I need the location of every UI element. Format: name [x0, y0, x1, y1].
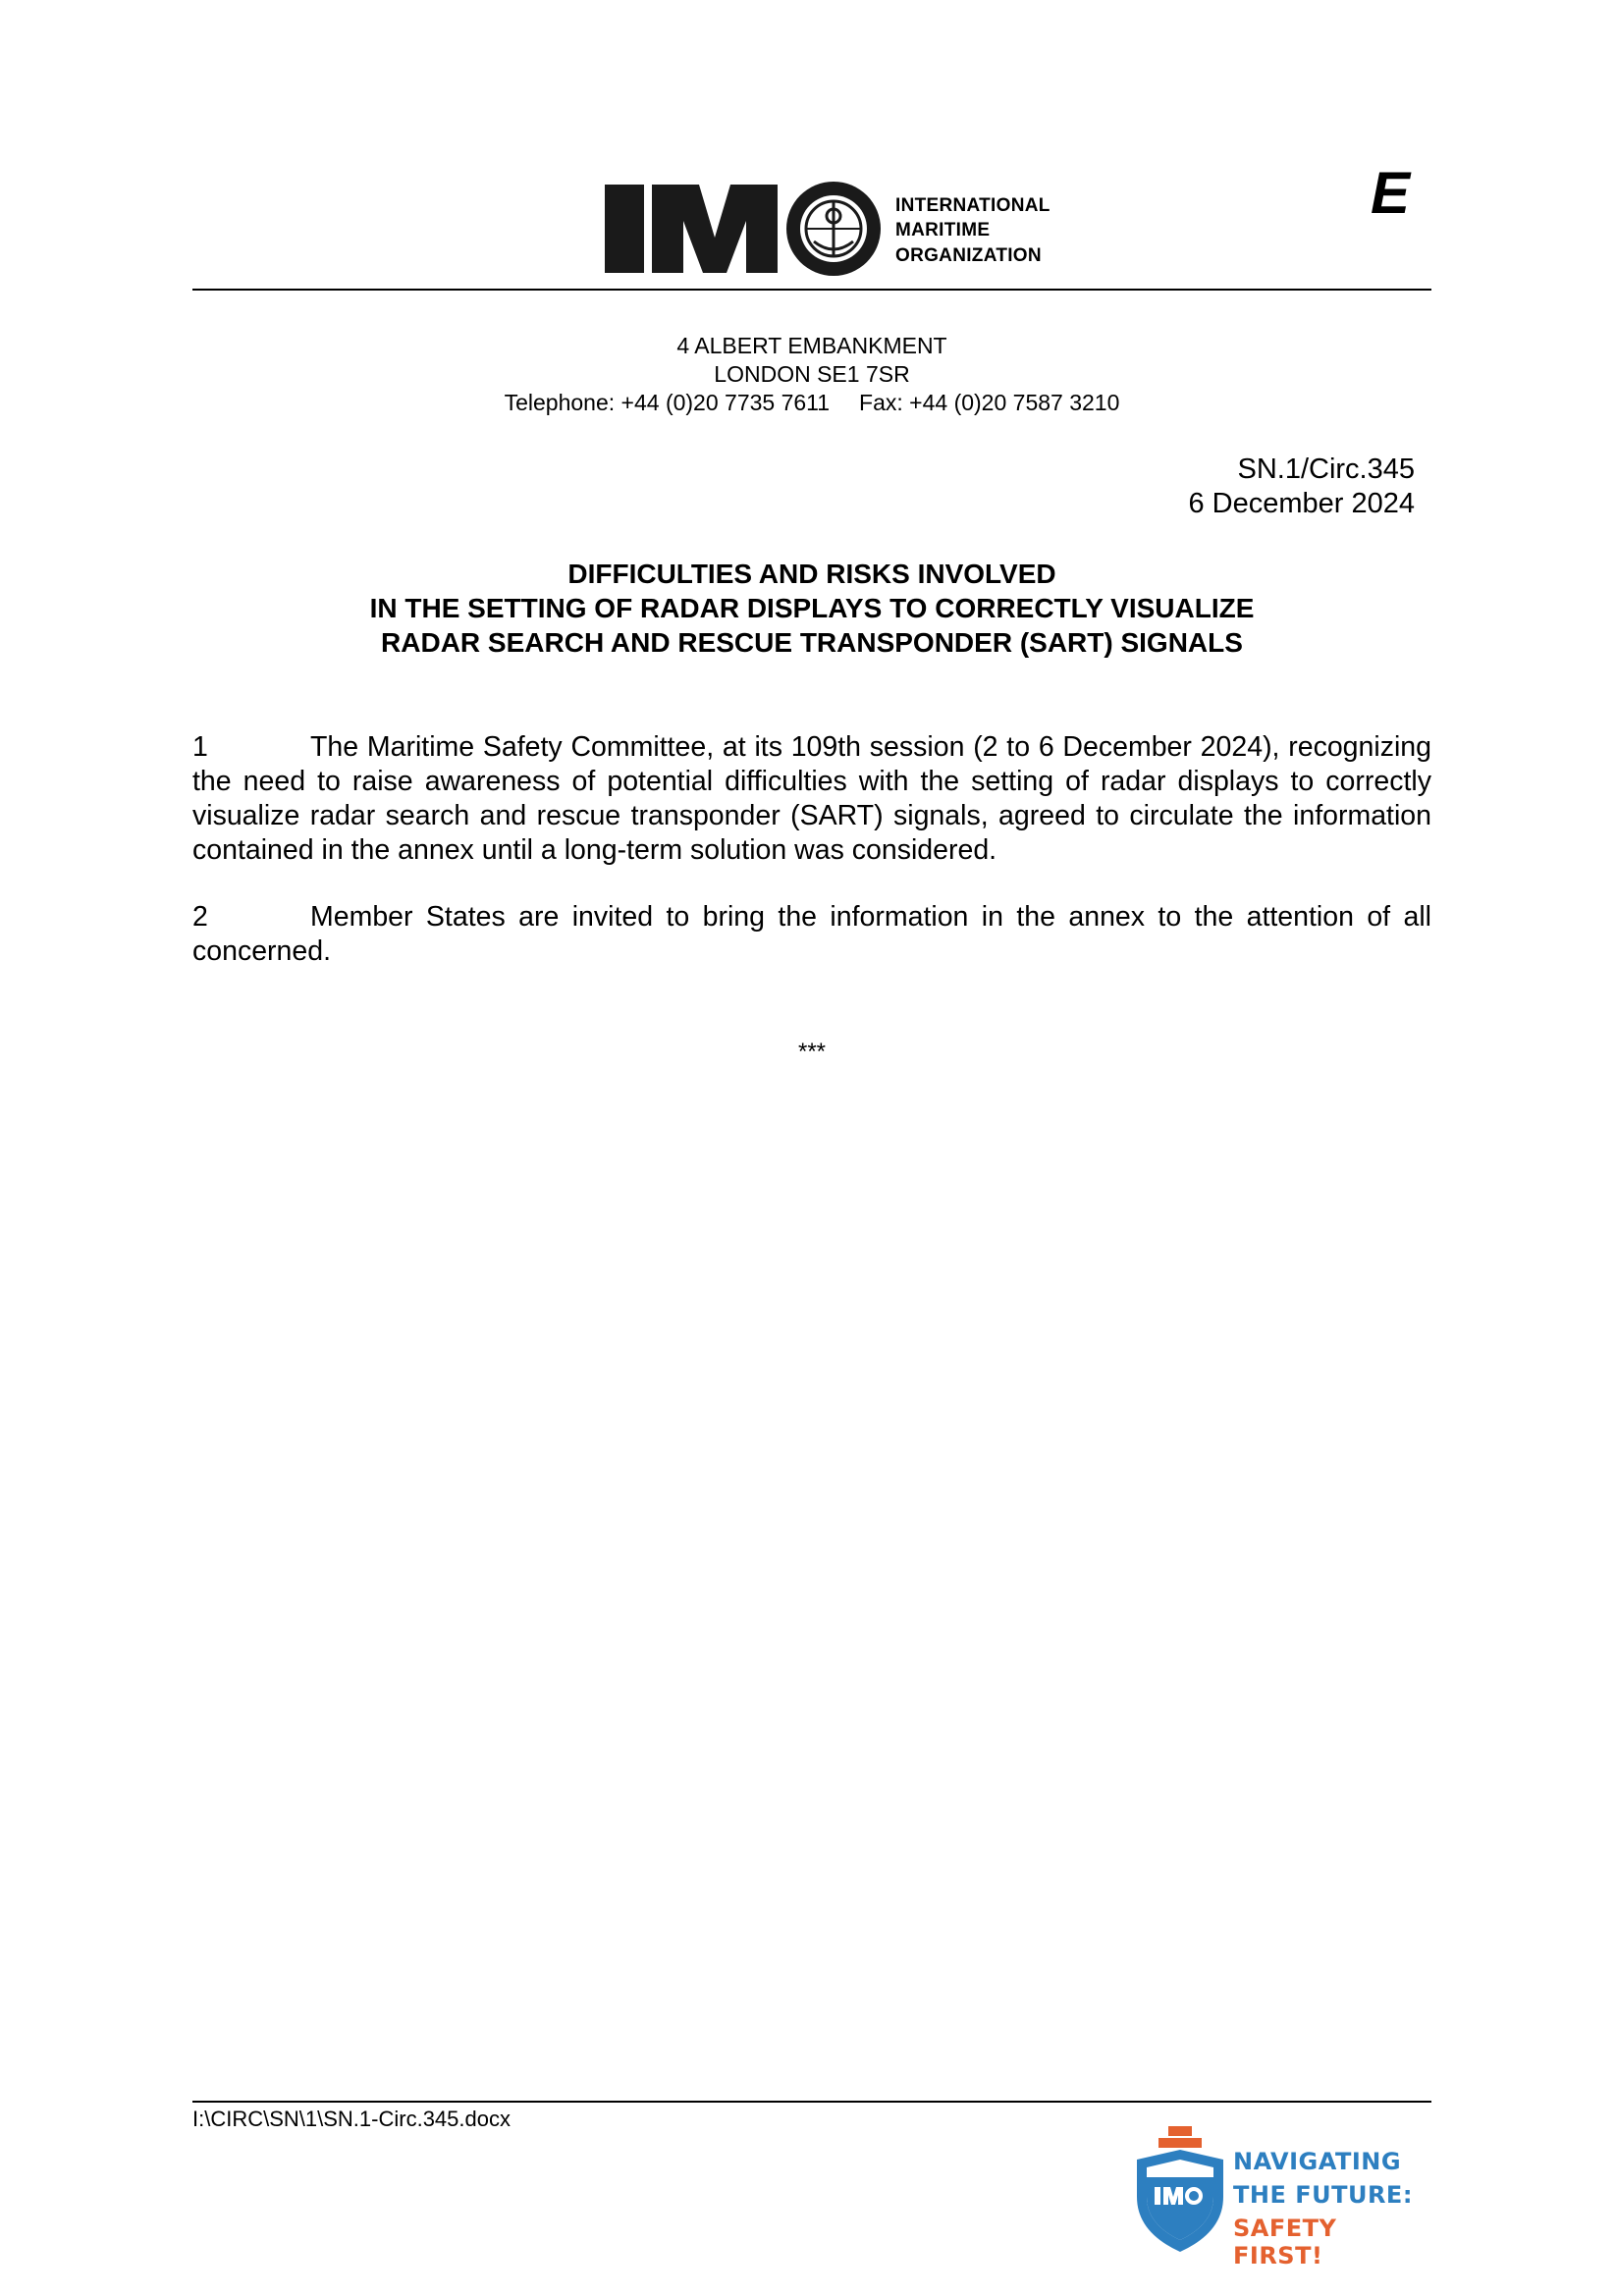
shield-ship-icon — [1131, 2126, 1229, 2254]
org-name-line-1: INTERNATIONAL — [895, 195, 1050, 216]
section-separator: *** — [797, 1039, 827, 1065]
title-line-3: RADAR SEARCH AND RESCUE TRANSPONDER (SART) SIGNALS — [381, 627, 1243, 658]
org-name-line-3: ORGANIZATION — [895, 245, 1042, 266]
imo-wordmark-icon — [605, 177, 889, 280]
paragraph-2 — [192, 900, 1431, 969]
paragraph-text: The Maritime Safety Committee, at its 109th session (2 to 6 December 2024), recognizing the need to raise awareness of potential difficulties with the setting of radar displays to correctly visualize radar search and rescue transponder (SART) signals, agreed to circulate the information contained in the annex until a long-term solution was considered. — [192, 731, 1431, 866]
header-divider — [192, 289, 1431, 291]
badge-line-3: SAFETY FIRST! — [1233, 2215, 1337, 2269]
telephone: Telephone: +44 (0)20 7735 7611 — [504, 390, 831, 415]
address-line-1: 4 ALBERT EMBANKMENT — [676, 333, 947, 358]
imo-logo — [605, 177, 1076, 280]
contact-line — [192, 389, 1431, 417]
file-path: I:\CIRC\SN\1\SN.1-Circ.345.docx — [192, 2107, 511, 2131]
document-date: 6 December 2024 — [1188, 488, 1415, 519]
paragraph-number: 2 — [192, 901, 208, 933]
fax: Fax: +44 (0)20 7587 3210 — [859, 390, 1120, 415]
org-name-line-2: MARITIME — [895, 220, 991, 240]
address-line-2: LONDON SE1 7SR — [714, 361, 910, 387]
paragraph-number: 1 — [192, 731, 208, 763]
paragraph-1 — [192, 730, 1431, 868]
language-code: E — [1371, 160, 1411, 226]
paragraph-text: Member States are invited to bring the information in the annex to the attention of all concerned. — [192, 901, 1431, 967]
badge-line-1: NAVIGATING — [1233, 2148, 1402, 2175]
badge-line-2: THE FUTURE: — [1233, 2181, 1413, 2209]
title-line-1: DIFFICULTIES AND RISKS INVOLVED — [567, 559, 1056, 589]
campaign-badge — [1131, 2126, 1416, 2269]
document-symbol: SN.1/Circ.345 — [1237, 454, 1415, 485]
title-line-2: IN THE SETTING OF RADAR DISPLAYS TO CORRECTLY VISUALIZE — [369, 593, 1255, 623]
footer-divider — [192, 2101, 1431, 2103]
